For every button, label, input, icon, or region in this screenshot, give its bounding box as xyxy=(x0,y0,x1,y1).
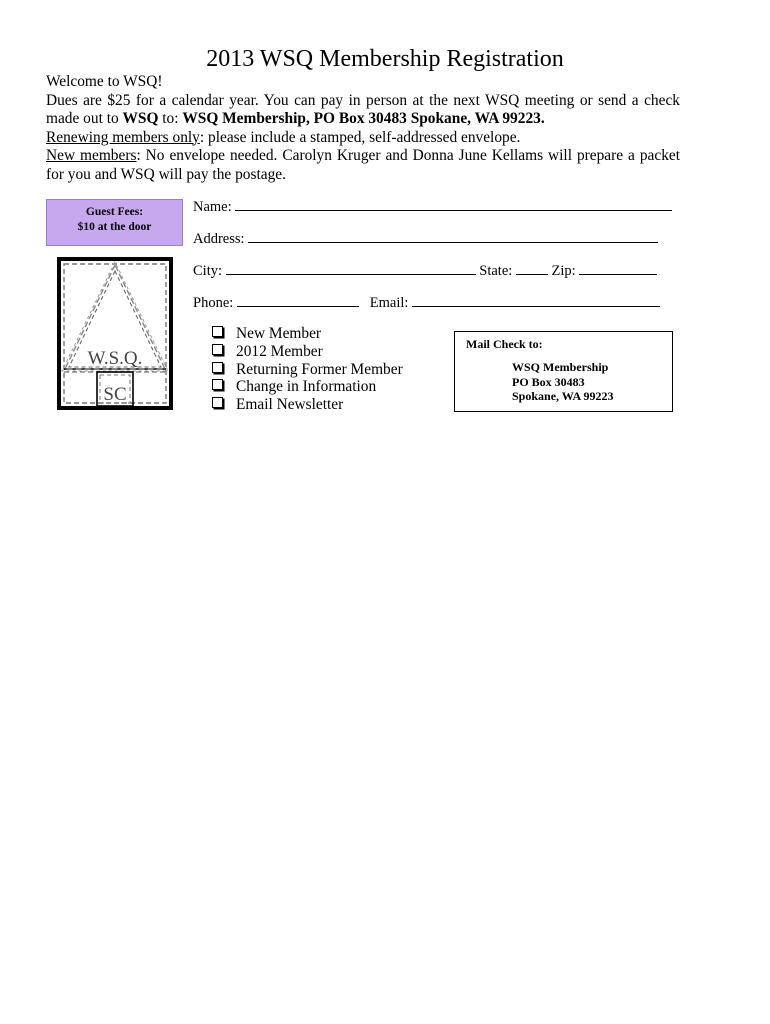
option-label: Change in Information xyxy=(236,378,377,396)
phone-email-row xyxy=(193,293,660,312)
intro-text xyxy=(46,73,680,184)
option-label: Email Newsletter xyxy=(236,396,344,414)
name-field[interactable] xyxy=(193,197,672,216)
mailing-address: WSQ Membership, PO Box 30483 Spokane, WA 99223. xyxy=(182,110,545,127)
city-state-zip-row xyxy=(193,261,657,280)
logo-text-bottom: SC xyxy=(103,384,127,405)
zip-input-line[interactable] xyxy=(579,261,657,275)
renewing-text xyxy=(46,129,680,148)
guest-fees-box xyxy=(46,199,183,246)
welcome-text: Welcome to WSQ! xyxy=(46,73,163,90)
mail-line1: WSQ Membership xyxy=(512,360,609,374)
option-label: 2012 Member xyxy=(236,342,323,360)
new-members-body: : No envelope needed. Carolyn Kruger and Donna June Kellams will prepare a packet for you and WSQ will pay the postage. xyxy=(46,147,680,183)
email-label: Email: xyxy=(369,295,409,311)
email-input-line[interactable] xyxy=(412,293,660,307)
checkbox-icon[interactable] xyxy=(212,379,223,390)
address-field[interactable] xyxy=(193,229,658,248)
renewing-body: : please include a stamped, self-addressed envelope. xyxy=(199,128,521,146)
new-members-label: New members xyxy=(46,147,137,164)
state-label: State: xyxy=(479,263,513,279)
dues-prefix: Dues are $25 for a calendar year. You can pay in person at the next WSQ meeting or send a check made out to xyxy=(46,91,680,127)
state-input-line[interactable] xyxy=(516,261,548,275)
guest-fees-line2: $10 at the door xyxy=(77,221,152,233)
option-label: Returning Former Member xyxy=(236,360,403,378)
option-2012-member[interactable] xyxy=(212,343,403,361)
option-new-member[interactable] xyxy=(212,325,403,343)
wsq-logo xyxy=(57,257,173,410)
membership-options xyxy=(212,325,403,414)
checkbox-icon[interactable] xyxy=(212,362,223,373)
mail-line2: PO Box 30483 xyxy=(512,374,585,389)
option-label: New Member xyxy=(236,325,322,342)
mail-check-heading: Mail Check to: xyxy=(466,337,543,351)
renewing-label: Renewing members only xyxy=(46,128,200,146)
mail-check-address xyxy=(512,360,613,404)
checkbox-icon[interactable] xyxy=(212,344,223,355)
name-input-line[interactable] xyxy=(235,197,672,211)
option-email-newsletter[interactable] xyxy=(212,396,403,414)
address-input-line[interactable] xyxy=(248,229,658,243)
zip-label: Zip: xyxy=(551,263,576,279)
option-returning-former-member[interactable] xyxy=(212,361,403,379)
mail-check-box xyxy=(454,331,673,412)
city-label: City: xyxy=(193,263,223,279)
dues-text xyxy=(46,92,680,129)
checkbox-icon[interactable] xyxy=(212,326,223,337)
page-title: 2013 WSQ Membership Registration xyxy=(206,46,564,72)
address-label: Address: xyxy=(193,231,245,247)
to-text: to: xyxy=(158,110,183,127)
checkbox-icon[interactable] xyxy=(212,397,223,408)
guest-fees-line1: Guest Fees: xyxy=(85,206,144,218)
phone-label: Phone: xyxy=(193,295,234,311)
option-change-in-information[interactable] xyxy=(212,378,403,396)
payee: WSQ xyxy=(122,110,159,127)
new-members-text xyxy=(46,147,680,184)
phone-input-line[interactable] xyxy=(237,293,359,307)
city-input-line[interactable] xyxy=(226,261,476,275)
mail-line3: Spokane, WA 99223 xyxy=(512,389,614,403)
logo-text-top: W.S.Q. xyxy=(87,348,143,369)
name-label: Name: xyxy=(193,199,232,215)
